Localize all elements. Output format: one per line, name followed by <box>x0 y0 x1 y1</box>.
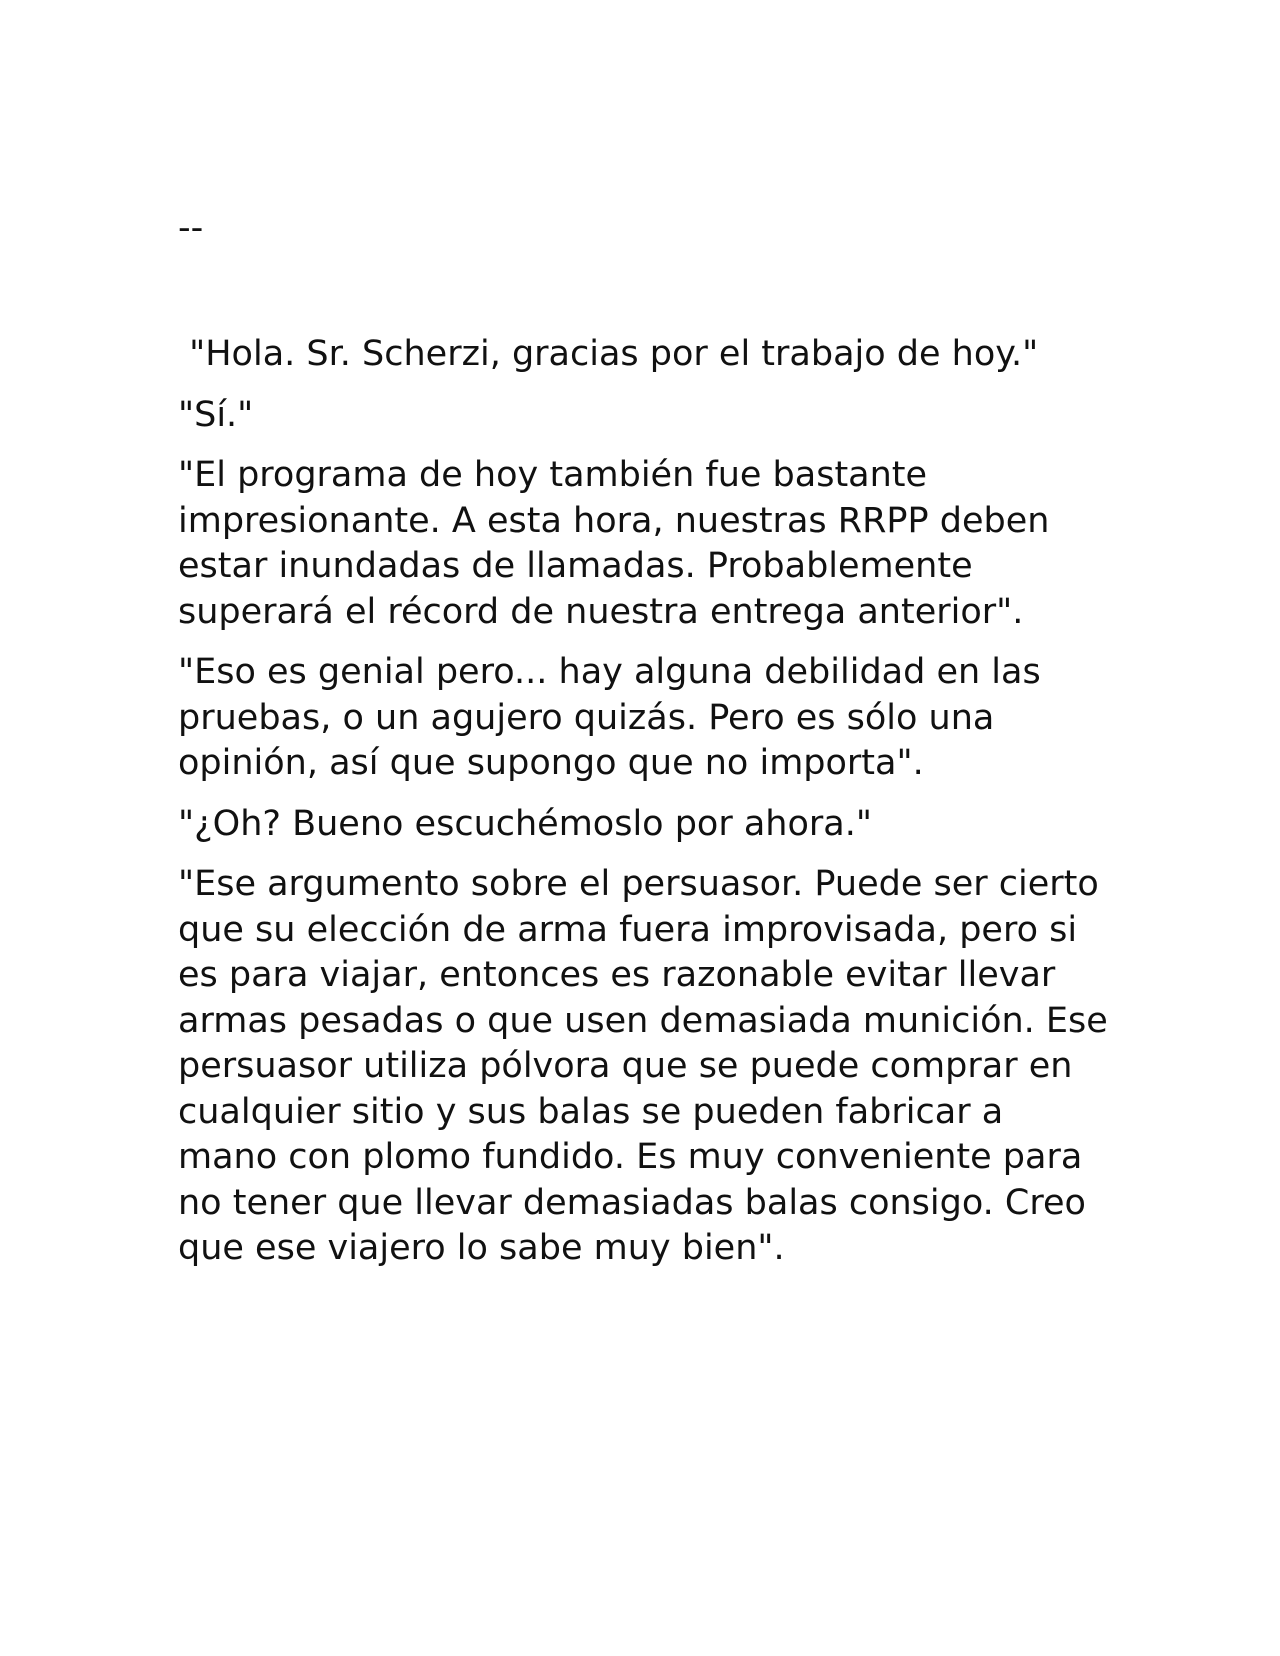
paragraph: "Hola. Sr. Scherzi, gracias por el trabajo de hoy." <box>178 334 1039 374</box>
paragraph: "Sí." <box>178 394 254 435</box>
scene-separator: -- <box>178 208 204 248</box>
paragraph: "El programa de hoy también fue bastante impresionante. A esta hora, nuestras RRPP deben estar inundadas de llamadas. Probablemente superará el récord de nuestra entrega anterior". <box>178 455 1061 632</box>
document-body <box>178 332 1119 1287</box>
paragraph: "Eso es genial pero... hay alguna debilidad en las pruebas, o un agujero quizás. Pero es sólo una opinión, así que supongo que no importa". <box>178 652 1052 783</box>
paragraph: "¿Oh? Bueno escuchémoslo por ahora." <box>178 803 872 844</box>
paragraph: "Ese argumento sobre el persuasor. Puede ser cierto que su elección de arma fuera improvisada, pero si es para viajar, entonces es razonable evitar llevar armas pesadas o que usen demasiada munición. Ese persuasor utiliza pólvora que se puede comprar en cualquier sitio y sus balas se pueden fabricar a mano con plomo fundido. Es muy conveniente para no tener que llevar demasiadas balas consigo. Creo que ese viajero lo sabe muy bien". <box>178 864 1119 1268</box>
